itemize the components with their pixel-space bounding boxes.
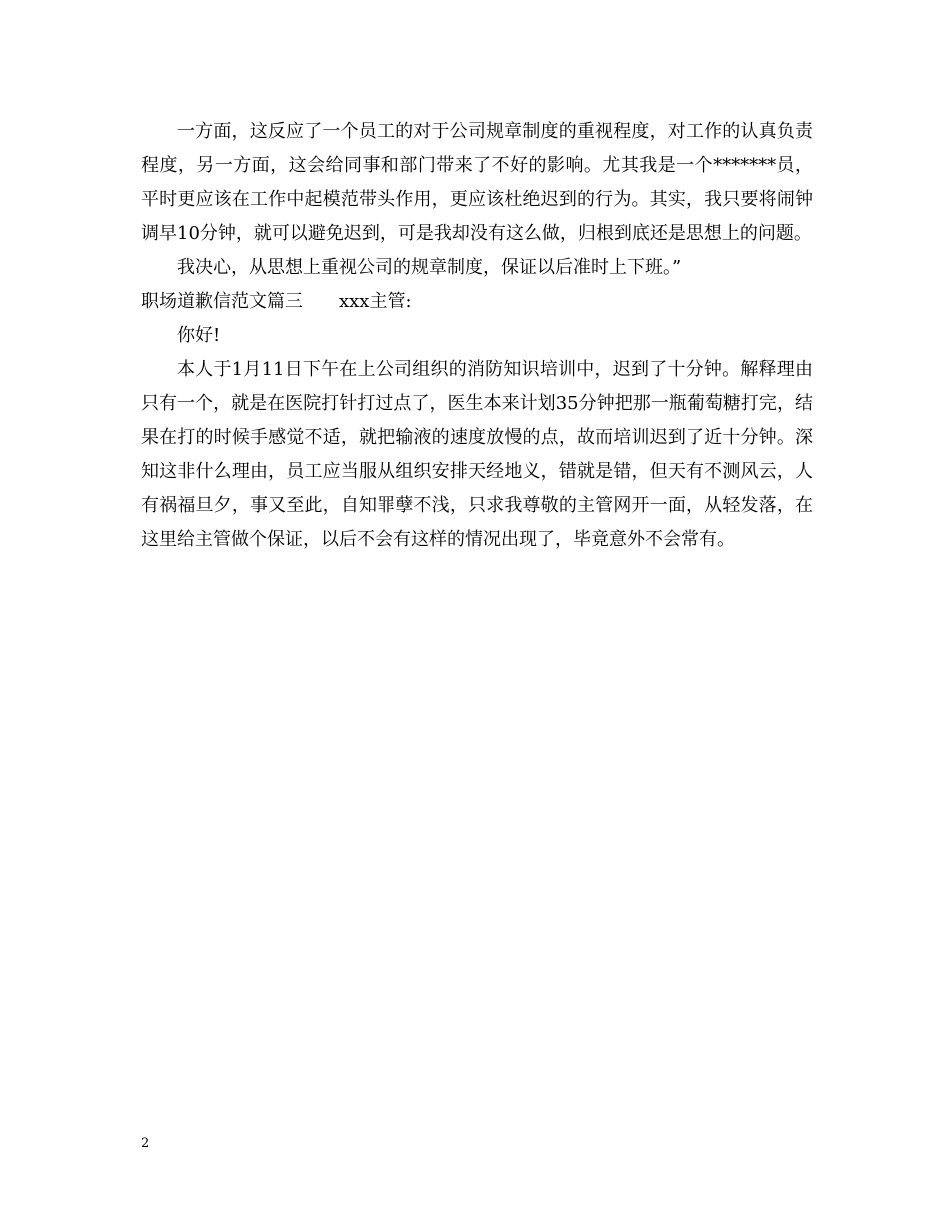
section-title: 职场道歉信范文篇三 — [141, 291, 303, 312]
paragraph-resolution: 我决心，从思想上重视公司的规章制度，保证以后准时上下班。” — [177, 257, 682, 278]
paragraph-reflection: 一方面，这反应了一个员工的对于公司规章制度的重视程度，对工作的认真负责程度，另一方面，这会给同事和部门带来了不好的影响。尤其我是一个*******员，平时更应该在工作中起模范带头作用，更应该杜绝迟到的行为。其实，我只要将闹钟调早10分钟，就可以避免迟到，可是我却没有这么做，归根到底还是思想上的问题。 — [141, 121, 813, 244]
paragraph-apology-body: 本人于1月11日下午在上公司组织的消防知识培训中，迟到了十分钟。解释理由只有一个，就是在医院打针打过点了，医生本来计划35分钟把那一瓶葡萄糖打完，结果在打的时候手感觉不适，就把输液的速度放慢的点，故而培训迟到了近十分钟。深知这非什么理由，员工应当服从组织安排天经地义，错就是错，但天有不测风云，人有祸福旦夕，事又至此，自知罪孽不浅，只求我尊敬的主管网开一面，从轻发落，在这里给主管做个保证，以后不会有这样的情况出现了，毕竟意外不会常有。 — [141, 359, 813, 550]
page-number: 2 — [141, 1136, 150, 1151]
letter-heading — [141, 285, 813, 319]
salutation-addressee: xxx主管: — [339, 291, 412, 312]
document-body — [141, 115, 813, 557]
greeting: 你好! — [177, 325, 221, 346]
